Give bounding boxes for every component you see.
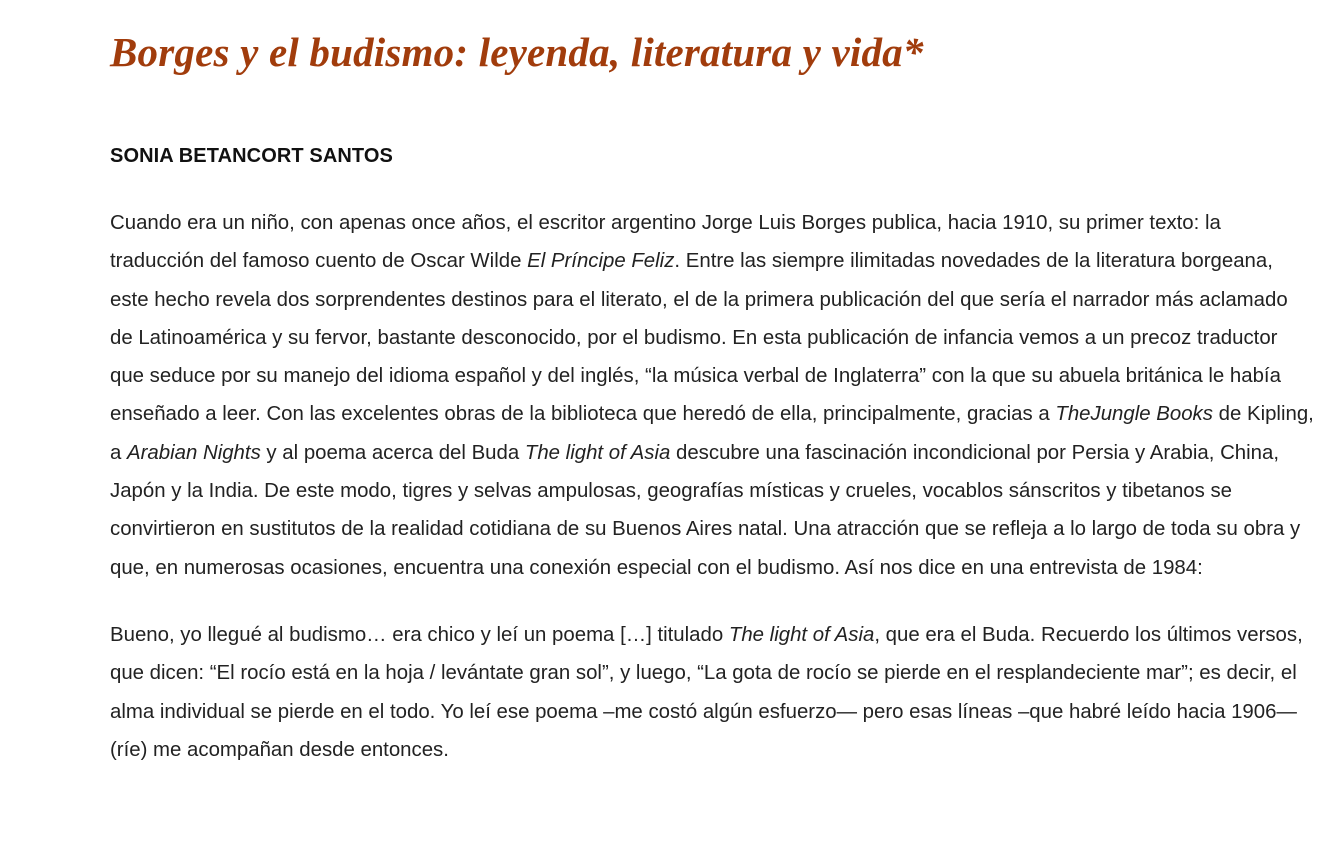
paragraph-text: . Entre las siempre ilimitadas novedades de la literatura borgeana, este hecho revela dos sorprendentes destinos para el literato, el de la primera publicación del que sería el narrador más aclamado de Latinoamérica y su fervor, bastante desconocido, por el budismo. En esta publicación de infancia vemos a un precoz traductor que seduce por su manejo del idioma español y del inglés, “la música verbal de Inglaterra” con la que su abuela británica le había enseñado a leer. Con las excelentes obras de la biblioteca que heredó de ella, principalmente, gracias a xyxy=(110,250,1288,426)
paragraph-text: Bueno, yo llegué al budismo… era chico y leí un poema […] titulado xyxy=(110,623,729,646)
article-title: Borges y el budismo: leyenda, literatura y vida* xyxy=(110,29,924,75)
paragraph-text: Cuando era un niño, con apenas once años, el escritor argentino Jorge Luis Borges publica, hacia 1910, su primer texto: la traducción del famoso cuento de Oscar Wilde xyxy=(110,212,1221,273)
article xyxy=(110,0,1314,769)
quote-paragraph xyxy=(110,616,1314,769)
article-author: SONIA BETANCORT SANTOS xyxy=(110,145,393,167)
paragraph-text: , que era el Buda. Recuerdo los últimos versos, que dicen: “El rocío está en la hoja / levántate gran sol”, y luego, “La gota de rocío se pierde en el resplandeciente mar”; es decir, el alma individual se pierde en el todo. Yo leí ese poema –me costó algún esfuerzo— pero esas líneas –que habré leído hacia 1906— (ríe) me acompañan desde entonces. xyxy=(110,623,1303,761)
book-title-el-principe-feliz: El Príncipe Feliz xyxy=(527,250,675,273)
book-title-jungle-books: TheJungle Books xyxy=(1055,403,1213,426)
book-title-light-of-asia: The light of Asia xyxy=(524,441,671,464)
paragraph-text: de Kipling, a xyxy=(110,403,1314,464)
paragraph-text: y al poema acerca del Buda xyxy=(260,441,525,464)
body-paragraph xyxy=(110,204,1314,587)
paragraph-text: descubre una fascinación incondicional por Persia y Arabia, China, Japón y la India. De este modo, tigres y selvas ampulosas, geografías místicas y crueles, vocablos sánscritos y tibetanos se convirtieron en sustitutos de la realidad cotidiana de su Buenos Aires natal. Una atracción que se refleja a lo largo de toda su obra y que, en numerosas ocasiones, encuentra una conexión especial con el budismo. Así nos dice en una entrevista de 1984: xyxy=(110,441,1301,579)
book-title-light-of-asia: The light of Asia xyxy=(728,623,875,646)
book-title-arabian-nights: Arabian Nights xyxy=(127,441,261,464)
